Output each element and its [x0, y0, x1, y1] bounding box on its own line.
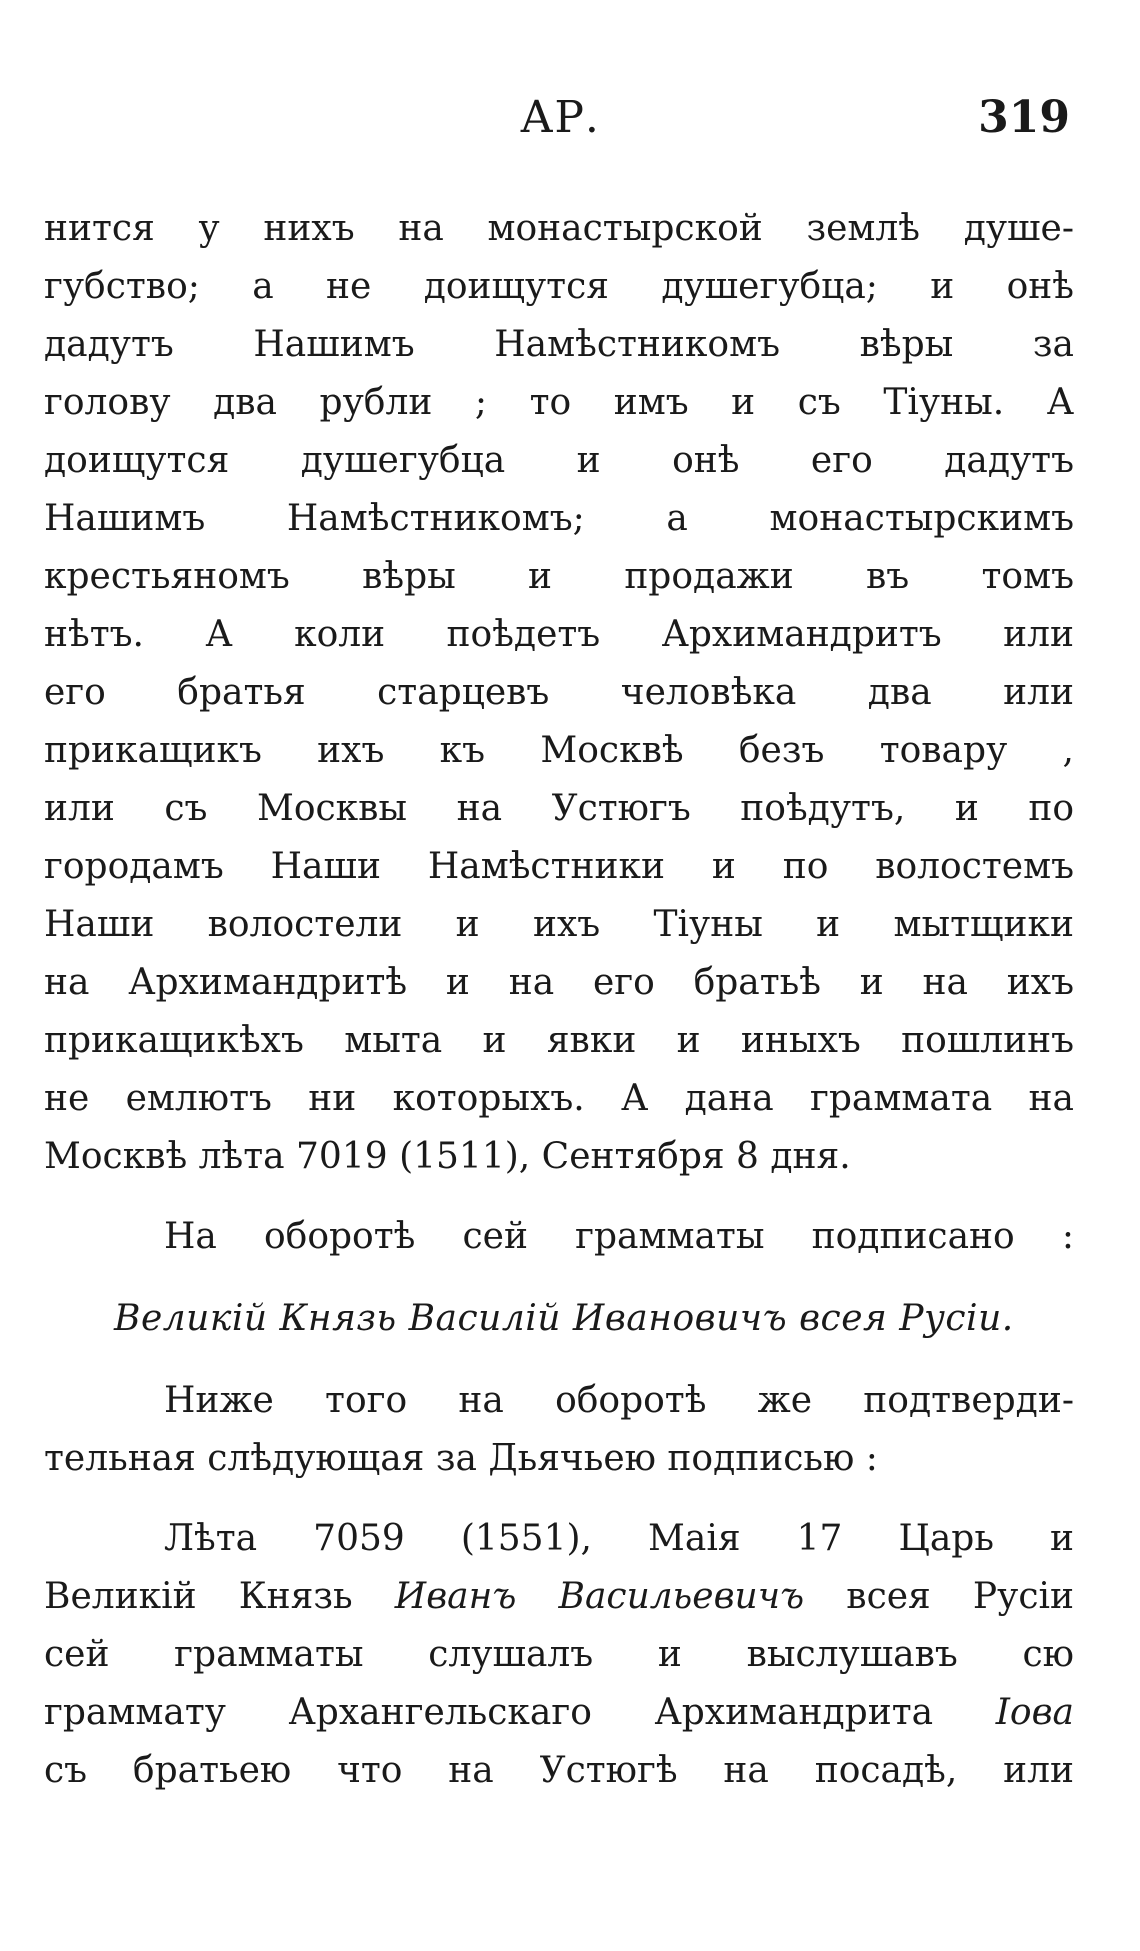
page-header — [0, 92, 1140, 152]
text-line: крестьяномъ вѣры и продажи въ томъ — [44, 556, 1074, 597]
page-number: 319 — [978, 92, 1070, 143]
text-fragment: Великій Князь — [44, 1576, 395, 1617]
body-text — [44, 200, 1074, 1800]
text-line: голову два рубли ; то имъ и съ Тіуны. А — [44, 382, 1074, 423]
text-line: не емлютъ ни которыхъ. А дана граммата на — [44, 1078, 1074, 1119]
text-line: нится у нихъ на монастырской землѣ душе- — [44, 208, 1074, 249]
paragraph-gap — [44, 1488, 1074, 1510]
text-line: Лѣта 7059 (1551), Маія 17 Царь и — [164, 1518, 1074, 1559]
text-fragment: граммату Архангельскаго Архимандрита — [44, 1692, 996, 1733]
text-line: губство; а не доищутся душегубца; и онѣ — [44, 266, 1074, 307]
text-line: прикащикѣхъ мыта и явки и иныхъ пошлинъ — [44, 1020, 1074, 1061]
text-line — [44, 1568, 1074, 1626]
text-line: его братья старцевъ человѣка два или — [44, 672, 1074, 713]
text-line: съ братьею что на Устюгѣ на посадѣ, или — [44, 1750, 1074, 1791]
paragraph-gap — [44, 1266, 1074, 1288]
signature-line: Великій Князь Василій Ивановичъ всея Русіи. — [114, 1298, 1014, 1339]
paragraph-charter-text — [44, 200, 1074, 1186]
text-line: тельная слѣдующая за Дьячьею подписью : — [44, 1438, 878, 1479]
text-line: Ниже того на оборотѣ же подтверди- — [164, 1380, 1074, 1421]
text-line: дадутъ Нашимъ Намѣстникомъ вѣры за — [44, 324, 1074, 365]
paragraph-confirmation-intro — [44, 1372, 1074, 1488]
italic-name: Іова — [995, 1692, 1074, 1733]
running-head: АР. — [520, 92, 600, 143]
paragraph-confirmation-text — [44, 1510, 1074, 1800]
paragraph-reverse-note: На оборотѣ сей грамматы подписано : — [164, 1216, 1074, 1257]
italic-name: Иванъ Васильевичъ — [394, 1576, 805, 1617]
text-line: на Архимандритѣ и на его братьѣ и на ихъ — [44, 962, 1074, 1003]
text-line: Наши волостели и ихъ Тіуны и мытщики — [44, 904, 1074, 945]
text-line — [44, 1684, 1074, 1742]
text-fragment: всея Русіи — [804, 1576, 1074, 1617]
paragraph-gap — [44, 1186, 1074, 1208]
text-line: городамъ Наши Намѣстники и по волостемъ — [44, 846, 1074, 887]
paragraph-gap — [44, 1350, 1074, 1372]
text-line: доищутся душегубца и онѣ его дадутъ — [44, 440, 1074, 481]
text-line: Нашимъ Намѣстникомъ; а монастырскимъ — [44, 498, 1074, 539]
text-line: прикащикъ ихъ къ Москвѣ безъ товару , — [44, 730, 1074, 771]
text-line: нѣтъ. А коли поѣдетъ Архимандритъ или — [44, 614, 1074, 655]
text-line: или съ Москвы на Устюгъ поѣдутъ, и по — [44, 788, 1074, 829]
text-line: сей грамматы слушалъ и выслушавъ сю — [44, 1634, 1074, 1675]
text-line: Москвѣ лѣта 7019 (1511), Сентября 8 дня. — [44, 1136, 851, 1177]
